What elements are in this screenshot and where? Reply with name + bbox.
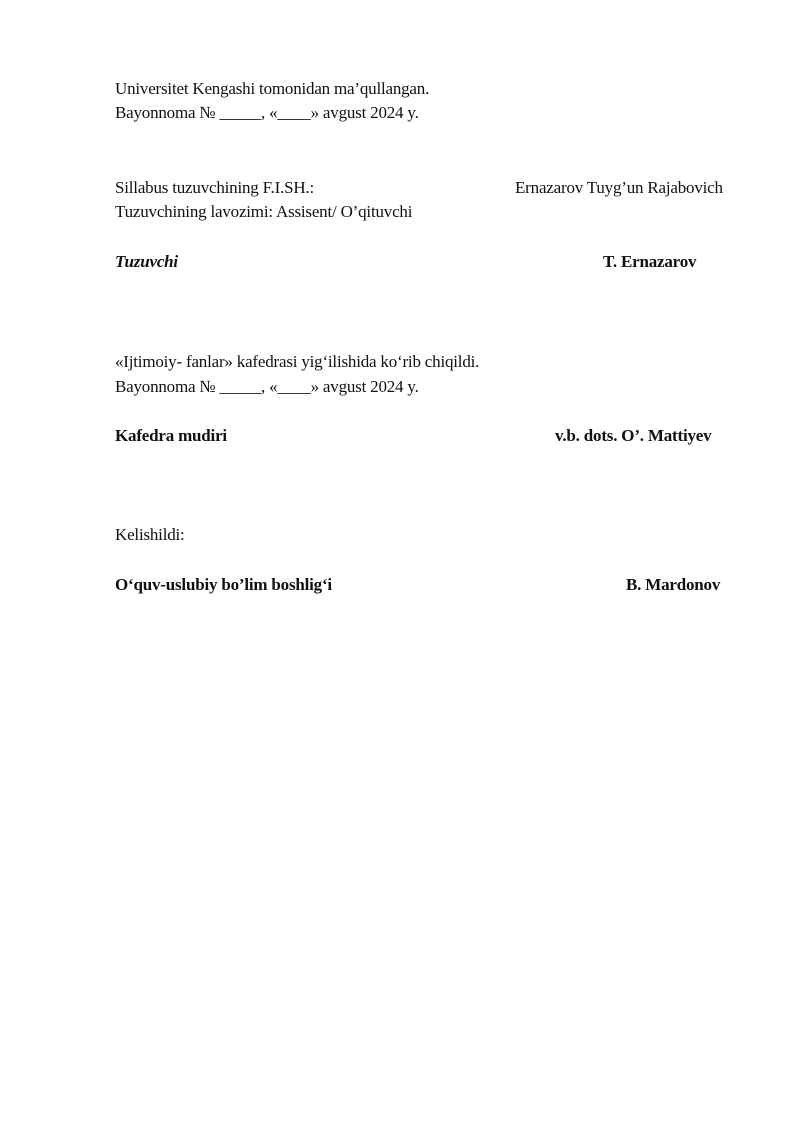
department-head-name: v.b. dots. O’. Mattiyev [555,426,712,445]
author-name-label: Sillabus tuzuvchining F.I.SH.: [115,178,315,197]
agreement-label: Kelishildi: [115,525,185,544]
author-name-value: Ernazarov Tuyg’un Rajabovich [515,178,723,197]
department-review-line: «Ijtimoiy- fanlar» kafedrasi yig‘ilishida ko‘rib chiqildi. [115,352,480,371]
approval-line-1: Universitet Kengashi tomonidan ma’qullangan. [115,79,430,98]
methodology-head-label: O‘quv-uslubiy bo’lim boshlig‘i [115,575,332,594]
author-sign-name: T. Ernazarov [603,252,697,271]
department-protocol-line: Bayonnoma № _____, «____» avgust 2024 y. [115,377,419,396]
approval-protocol-line: Bayonnoma № _____, «____» avgust 2024 y. [115,103,419,122]
author-sign-label: Tuzuvchi [115,252,178,271]
department-head-label: Kafedra mudiri [115,426,227,445]
methodology-head-name: B. Mardonov [626,575,721,594]
author-position-line: Tuzuvchining lavozimi: Assisent/ O’qituvchi [115,202,413,221]
